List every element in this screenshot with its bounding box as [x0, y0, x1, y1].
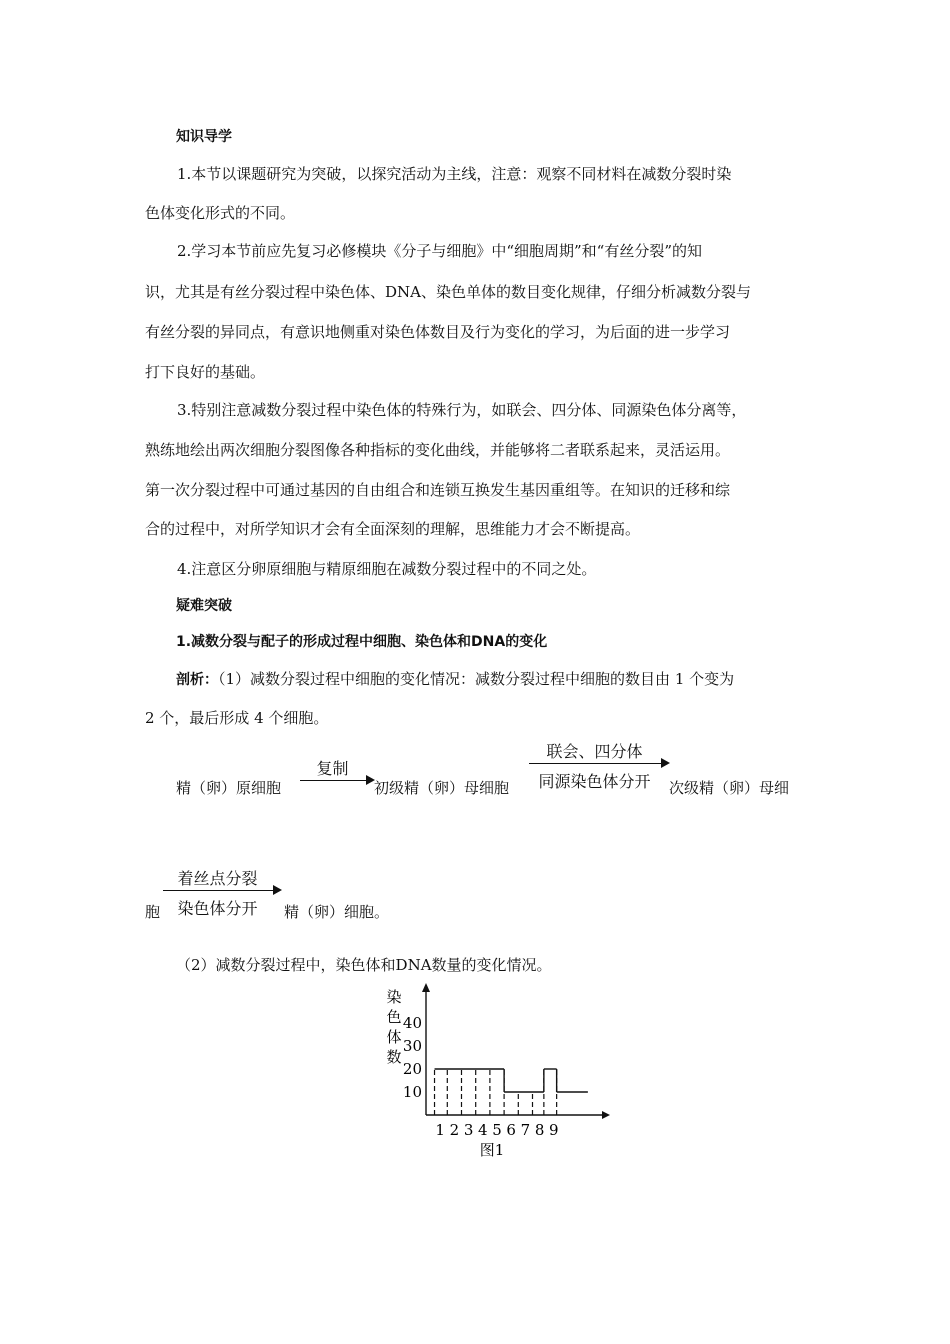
arrow-head-icon [661, 758, 670, 768]
y-axis-label-char: 数 [386, 1048, 402, 1066]
flow-arrow-meiosis-1-top-label: 联会、四分体 [546, 742, 643, 761]
guide-paragraph-1-line-1: 1.本节以课题研究为突破，以探究活动为主线，注意：观察不同材料在减数分裂时染 [177, 165, 732, 183]
x-tick-label: 7 [520, 1121, 531, 1139]
y-axis-label-char: 体 [386, 1028, 402, 1046]
flow-cell-secondary: 次级精（卵）母细 [669, 779, 790, 797]
analysis-text: （1）减数分裂过程中细胞的变化情况：减数分裂过程中细胞的数目由 1 个变为 [218, 670, 735, 688]
y-axis-label-char: 色 [386, 1008, 402, 1026]
chart-caption: 图1 [479, 1141, 505, 1159]
guide-paragraph-3-line-4: 合的过程中，对所学知识才会有全面深刻的理解，思维能力才会不断提高。 [145, 520, 641, 538]
chromosome-count-chart [370, 980, 610, 1165]
guide-paragraph-2-line-4: 打下良好的基础。 [145, 363, 266, 381]
guide-paragraph-3-line-2: 熟练地绘出两次细胞分裂图像各种指标的变化曲线，并能够将二者联系起来，灵活运用。 [145, 441, 731, 459]
guide-paragraph-3-line-1: 3.特别注意减数分裂过程中染色体的特殊行为，如联会、四分体、同源染色体分离等， [177, 401, 747, 419]
y-axis-label-char: 染 [386, 988, 402, 1006]
guide-paragraph-4: 4.注意区分卵原细胞与精原细胞在减数分裂过程中的不同之处。 [177, 560, 597, 578]
flow-cell-secondary-wrap: 胞 [145, 903, 161, 921]
y-tick-label: 10 [402, 1083, 422, 1101]
analysis-label: 剖析： [176, 672, 218, 688]
x-tick-label: 1 [435, 1121, 445, 1139]
arrow-shaft [163, 890, 280, 891]
arrow-shaft [529, 763, 668, 764]
flow-arrow-meiosis-1-bottom-label: 同源染色体分开 [538, 772, 651, 791]
guide-paragraph-2-line-2: 识，尤其是有丝分裂过程中染色体、DNA、染色单体的数目变化规律，仔细分析减数分裂与 [145, 283, 751, 301]
flow-cell-primary: 初级精（卵）母细胞 [374, 779, 510, 797]
analysis-line-2: 2 个，最后形成 4 个细胞。 [145, 709, 329, 727]
x-tick-label: 3 [463, 1121, 474, 1139]
y-axis-arrow-icon [422, 983, 430, 992]
guide-paragraph-2-line-3: 有丝分裂的异同点，有意识地侧重对染色体数目及行为变化的学习，为后面的进一步学习 [145, 323, 731, 341]
section-heading-difficulty: 疑难突破 [176, 598, 232, 614]
guide-paragraph-3-line-3: 第一次分裂过程中可通过基因的自由组合和连锁互换发生基因重组等。在知识的迁移和综 [145, 481, 731, 499]
x-axis-arrow-icon [602, 1111, 610, 1119]
part-2-text: （2）减数分裂过程中，染色体和DNA数量的变化情况。 [176, 956, 552, 974]
y-tick-label: 30 [402, 1037, 422, 1055]
flow-arrow-meiosis-2 [163, 866, 280, 920]
x-tick-label: 2 [449, 1121, 460, 1139]
x-tick-label: 9 [549, 1121, 559, 1139]
flow-arrow-meiosis-2-top-label: 着丝点分裂 [177, 869, 258, 888]
section-heading-guide: 知识导学 [176, 129, 232, 145]
flow-arrow-replication [300, 756, 373, 796]
flow-arrow-replication-label: 复制 [316, 759, 349, 778]
arrow-shaft [300, 780, 373, 781]
guide-paragraph-2-line-1: 2.学习本节前应先复习必修模块《分子与细胞》中“细胞周期”和“有丝分裂”的知 [177, 242, 702, 260]
analysis-line-1 [176, 669, 734, 690]
flow-cell-spermatogonium: 精（卵）原细胞 [176, 779, 282, 797]
x-tick-label: 8 [534, 1121, 545, 1139]
difficulty-subheading: 1.减数分裂与配子的形成过程中细胞、染色体和DNA的变化 [176, 634, 548, 650]
y-tick-label: 20 [402, 1060, 422, 1078]
flow-cell-gamete: 精（卵）细胞。 [284, 903, 390, 921]
flow-arrow-meiosis-1 [529, 739, 668, 793]
flow-arrow-meiosis-2-bottom-label: 染色体分开 [177, 899, 258, 918]
x-tick-label: 4 [478, 1121, 488, 1139]
x-tick-label: 6 [506, 1121, 516, 1139]
arrow-head-icon [273, 885, 282, 895]
guide-paragraph-1-line-2: 色体变化形式的不同。 [145, 204, 296, 222]
y-tick-label: 40 [402, 1014, 422, 1032]
x-tick-label: 5 [492, 1121, 502, 1139]
